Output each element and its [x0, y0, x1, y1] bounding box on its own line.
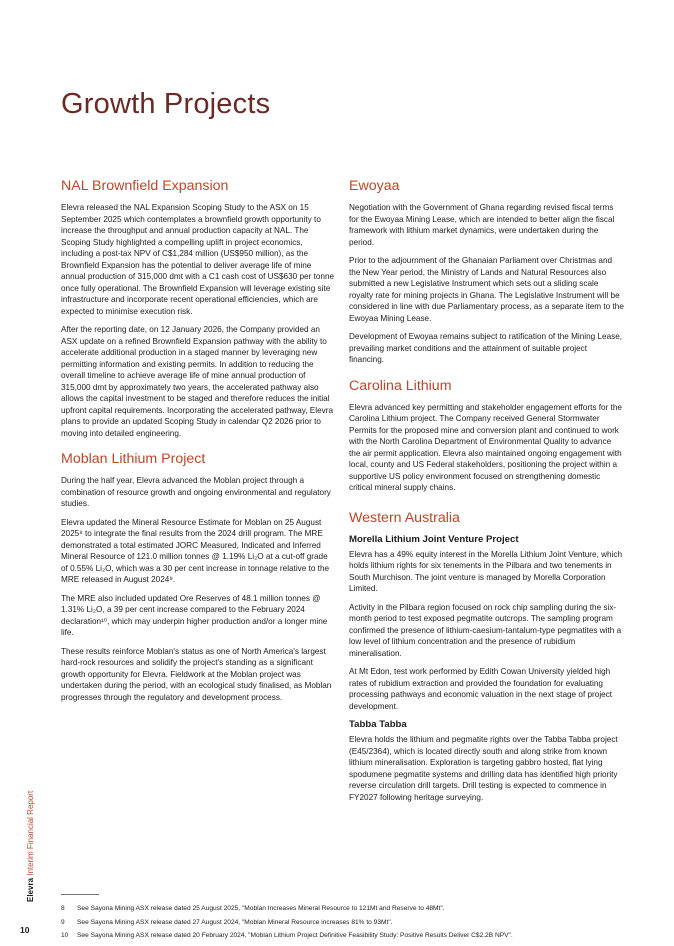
morella-heading: Morella Lithium Joint Venture Project	[349, 533, 519, 545]
moblan-heading: Moblan Lithium Project	[61, 451, 206, 467]
page-number: 10	[20, 925, 30, 935]
morella-paragraph-1: Elevra has a 49% equity interest in the Morella Lithium Joint Venture, which holds lithium rights for six tenements in the Pilbara and two tenements in South Murchison. The joint venture is managed by Morella Corporation Limited.	[349, 549, 623, 593]
footnotes	[61, 902, 651, 943]
ewoyaa-paragraph-3: Development of Ewoyaa remains subject to ratification of the Mining Lease, prevailing market conditions and the attainment of suitable project financing.	[349, 332, 623, 364]
footnote-number: 9	[61, 918, 65, 926]
western-australia-heading: Western Australia	[349, 509, 460, 526]
ewoyaa-heading: Ewoyaa	[349, 178, 400, 194]
report-name: Interim Financial Report	[26, 790, 35, 876]
carolina-heading: Carolina Lithium	[349, 377, 452, 394]
moblan-section	[61, 451, 336, 703]
footnote-number: 10	[61, 932, 69, 940]
footnote	[61, 902, 651, 916]
ewoyaa-paragraph-1: Negotiation with the Government of Ghana regarding revised fiscal terms for the Ewoyaa Mining Lease, which are intended to better align the fiscal framework with lithium market dynamics, were undertaken during the period.	[349, 203, 615, 247]
moblan-paragraph-4: These results reinforce Moblan's status as one of North America's largest hard-rock resources and solidify the project's standing as a significant growth opportunity for Elevra. Fieldwork at the Moblan project was undertaken during the period, with an ecological study finalised, as Moblan progresses through the regulatory and development process.	[61, 646, 332, 702]
nal-heading: NAL Brownfield Expansion	[61, 178, 229, 194]
page-title: Growth Projects	[61, 88, 271, 120]
nal-paragraph-2: After the reporting date, on 12 January 2026, the Company provided an ASX update on a refined Brownfield Expansion pathway with the ability to accelerate additional production in a staged manner by leveraging new permitting information and existing permits. In addition to reducing the overall timeline to achieve average life of mine annual production of 315,000 dmt by approximately two years, the accelerated pathway also allows the capital investment to be staged and therefore reduces the initial upfront capital requirements. Incorporating the accelerated pathway, Elevra plans to provide an updated Scoping Study in calendar Q2 2026 prior to moving into detailed engineering.	[61, 325, 334, 438]
western-australia-section	[349, 510, 624, 804]
carolina-paragraph-1: Elevra advanced key permitting and stakeholder engagement efforts for the Carolina Lithium project. The Company received General Stormwater Permits for the proposed mine and conversion plant and continued to work with the North Carolina Department of Environmental Quality to advance the air permit application. Elevra also maintained ongoing engagement with local, county and US Federal stakeholders, positioning the project within a supportive US policy environment focused on strengthening domestic critical mineral supply chains.	[349, 402, 622, 492]
ewoyaa-section	[349, 178, 624, 366]
morella-paragraph-3: At Mt Edon, test work performed by Edith Cowan University yielded high rates of rubidium extraction and provided the foundation for evaluating processing pathways and economic valuation in the next stage of project development.	[349, 667, 613, 711]
nal-section	[61, 178, 336, 439]
footnote-divider	[61, 894, 99, 895]
moblan-paragraph-2: Elevra updated the Mineral Resource Estimate for Moblan on 25 August 2025⁸ to integrate the final results from the 2024 drill program. The MRE demonstrated a total estimated JORC Measured, Indicated and Inferred Mineral Resource of 121.0 million tonnes @ 1.19% Li₂O at a cut-off grade of 0.55% Li₂O, which was a 30 per cent increase in tonnage relative to the MRE released in August 2024⁹.	[61, 517, 330, 584]
footnote-text: See Sayona Mining ASX release dated 27 August 2024, "Moblan Mineral Resource increases 81% to 93Mt".	[77, 918, 393, 926]
footnote-number: 8	[61, 905, 65, 912]
brand-name: Elevra	[26, 877, 35, 902]
footnote-text: See Sayona Mining ASX release dated 20 February 2024, "Moblan Lithium Project Definitive Feasibility Study: Positive Results Deliver C$2.2B NPV".	[77, 932, 513, 940]
side-running-header	[26, 791, 35, 902]
tabba-heading: Tabba Tabba	[349, 719, 407, 730]
left-column	[61, 178, 336, 710]
right-column	[349, 178, 624, 810]
footnote-text: See Sayona Mining ASX release dated 25 August 2025, "Moblan Increases Mineral Resource to 121Mt and Reserve to 48Mt".	[77, 905, 445, 912]
carolina-section	[349, 378, 624, 494]
moblan-paragraph-1: During the half year, Elevra advanced the Moblan project through a combination of resource growth and ongoing environmental and regulatory studies.	[61, 476, 331, 508]
moblan-paragraph-3: The MRE also included updated Ore Reserves of 48.1 million tonnes @ 1.31% Li₂O, a 39 per cent increase compared to the February 2024 declaration¹⁰, which may underpin higher production and/or a longer mine life.	[61, 593, 328, 637]
morella-paragraph-2: Activity in the Pilbara region focused on rock chip sampling during the six-month period to test exposed pegmatite outcrops. The sampling program confirmed the presence of lithium-caesium-tantalum-type pegmatites with a low level of lithium concentration and the presence of rubidium mineralisation.	[349, 602, 622, 658]
ewoyaa-paragraph-2: Prior to the adjournment of the Ghanaian Parliament over Christmas and the New Year period, the Ministry of Lands and Natural Resources also submitted a new Legislative Instrument which sets out a sliding scale royalty rate for mining projects in Ghana. The Legislative Instrument will be considered in line with due Parliamentary process, as a separate item to the Ewoyaa Mining Lease.	[349, 256, 624, 323]
footnote	[61, 929, 651, 943]
nal-paragraph-1: Elevra released the NAL Expansion Scoping Study to the ASX on 15 September 2025 which contemplates a brownfield growth opportunity to increase the throughput and annual production capacity at NAL. The Scoping Study highlighted a compelling uplift in project economics, including a post-tax NPV of C$1,284 million (US$950 million), as the Brownfield Expansion has the potential to deliver average life of mine annual production of 315,000 dmt with a C1 cash cost of US$630 per tonne once fully operational. The Brownfield Expansion will leverage existing site infrastructure and incorporate recent operational efficiencies, which are expected to minimise execution risk.	[61, 203, 335, 316]
footnote	[61, 916, 651, 930]
tabba-paragraph-1: Elevra holds the lithium and pegmatite rights over the Tabba Tabba project (E45/2364), which is located directly south and along strike from known lithium mineralisation. Exploration is targeting gabbro hosted, flat lying spodumene pegmatite systems and drilling data has identified high priority reverse circulation drill targets. Drill testing is expected to commence in FY2027 following heritage surveying.	[349, 735, 618, 802]
